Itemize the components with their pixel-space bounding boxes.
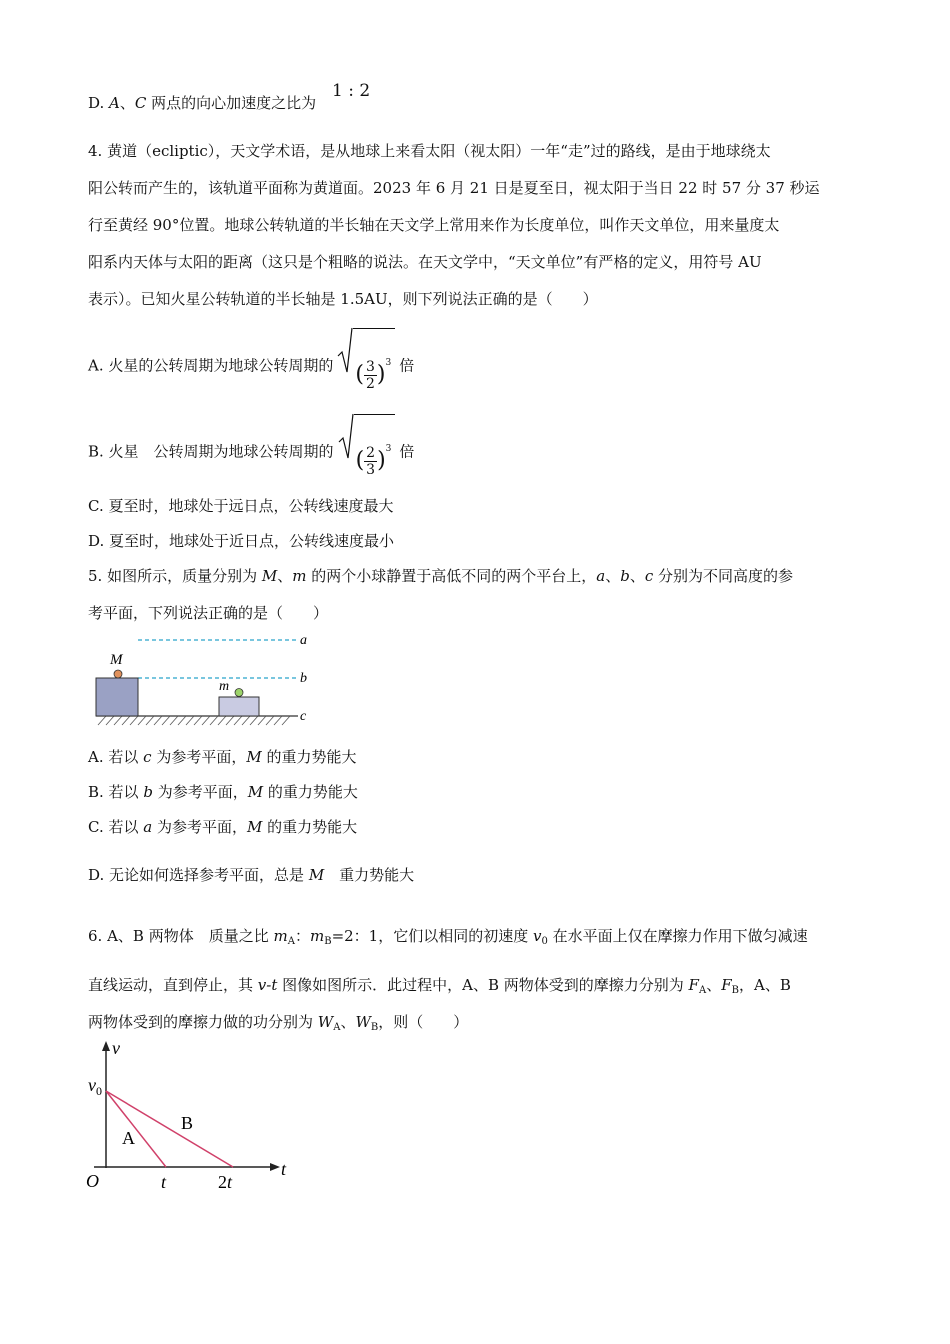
q4-stem-line-2: 阳公转而产生的，该轨道平面称为黄道面。2023 年 6 月 21 日是夏至日，视太阳于当日 22 时 57 分 37 秒运: [88, 179, 820, 197]
q5-option-d: D. 无论如何选择参考平面，总是 M 重力势能大: [88, 866, 415, 884]
q5-stem-line-2: 考平面，下列说法正确的是（ ）: [88, 604, 329, 622]
t-axis-arrow: [270, 1163, 280, 1171]
q4-stem-line-1: 4. 黄道（ecliptic），天文学术语，是从地球上来看太阳（视太阳）一年“走”过的路线，是由于地球绕太: [88, 142, 771, 160]
sqrt-expression: ( $\frac{3}{2}$ )$^3$: [337, 328, 395, 405]
line-A: [106, 1091, 166, 1167]
t-axis-label: t: [281, 1159, 287, 1179]
q4-stem-line-5: 表示）。已知火星公转轨道的半长轴是 1.5AU，则下列说法正确的是（ ）: [88, 290, 598, 308]
q3-ratio: 1 : 2: [332, 81, 371, 101]
ball-M: [114, 670, 122, 678]
tick-t-label: t: [161, 1172, 167, 1192]
q5-platform-figure: [88, 628, 318, 733]
label-B: B: [181, 1113, 194, 1133]
q6-stem-line-1: 6. A、B 两物体 质量之比 $m_A$：$m_B=2$：1，它们以相同的初速度 $v_0$ 在水平面上仅在摩擦力作用下做匀减速: [88, 927, 808, 947]
q5-option-b: B. 若以 b 为参考平面，M 的重力势能大: [88, 783, 358, 801]
v-axis-arrow: [102, 1041, 110, 1051]
label-a: a: [300, 633, 307, 648]
ball-m: [235, 689, 243, 697]
q6-stem-line-3: 两物体受到的摩擦力做的功分别为 $W_A$、$W_B$，则（ ）: [88, 1013, 469, 1033]
label-c: c: [300, 709, 307, 724]
label-m: m: [219, 679, 230, 694]
label-b: b: [300, 671, 307, 686]
q4-option-d: D. 夏至时，地球处于近日点，公转线速度最小: [88, 532, 395, 550]
short-platform: [219, 697, 259, 716]
label-M: M: [110, 652, 123, 668]
v-axis-label: v: [112, 1038, 120, 1058]
q6-stem-line-2: 直线运动，直到停止，其 v-t 图像如图所示．此过程中，A、B 两物体受到的摩擦力分别为 $F_A$、$F_B$，A、B: [88, 976, 791, 996]
q4-stem-line-3: 行至黄经 90°位置。地球公转轨道的半长轴在天文学上常用来作为长度单位，叫作天文单位，用来量度太: [88, 216, 780, 234]
q5-stem-line-1: 5. 如图所示，质量分别为 M、m 的两个小球静置于高低不同的两个平台上，a、b、c 分别为不同高度的参: [88, 567, 794, 585]
ground-hatch: [98, 716, 290, 725]
q4-option-a: A. 火星的公转周期为地球公转周期的 ( $\frac{3}{2}$ )$^3$ 倍: [88, 328, 414, 405]
v0-label: $v_0$: [88, 1075, 102, 1098]
origin-label: O: [86, 1171, 99, 1191]
tall-platform: [96, 678, 138, 716]
q4-option-b: B. 火星 公转周期为地球公转周期的 ( $\frac{2}{3}$ )$^3$ 倍: [88, 414, 414, 491]
q5-option-c: C. 若以 a 为参考平面，M 的重力势能大: [88, 818, 358, 836]
label-A: A: [122, 1128, 135, 1148]
q6-vt-graph: [84, 1038, 299, 1198]
q3-option-d: D. A、C 两点的向心加速度之比为: [88, 94, 317, 112]
sqrt-expression: ( $\frac{2}{3}$ )$^3$: [338, 414, 396, 491]
q4-stem-line-4: 阳系内天体与太阳的距离（这只是个粗略的说法。在天文学中，“天文单位”有严格的定义，用符号 AU: [88, 253, 762, 271]
q4-option-c: C. 夏至时，地球处于远日点，公转线速度最大: [88, 497, 394, 515]
q5-option-a: A. 若以 c 为参考平面，M 的重力势能大: [88, 748, 357, 766]
tick-2t-label: 2t: [218, 1172, 233, 1192]
